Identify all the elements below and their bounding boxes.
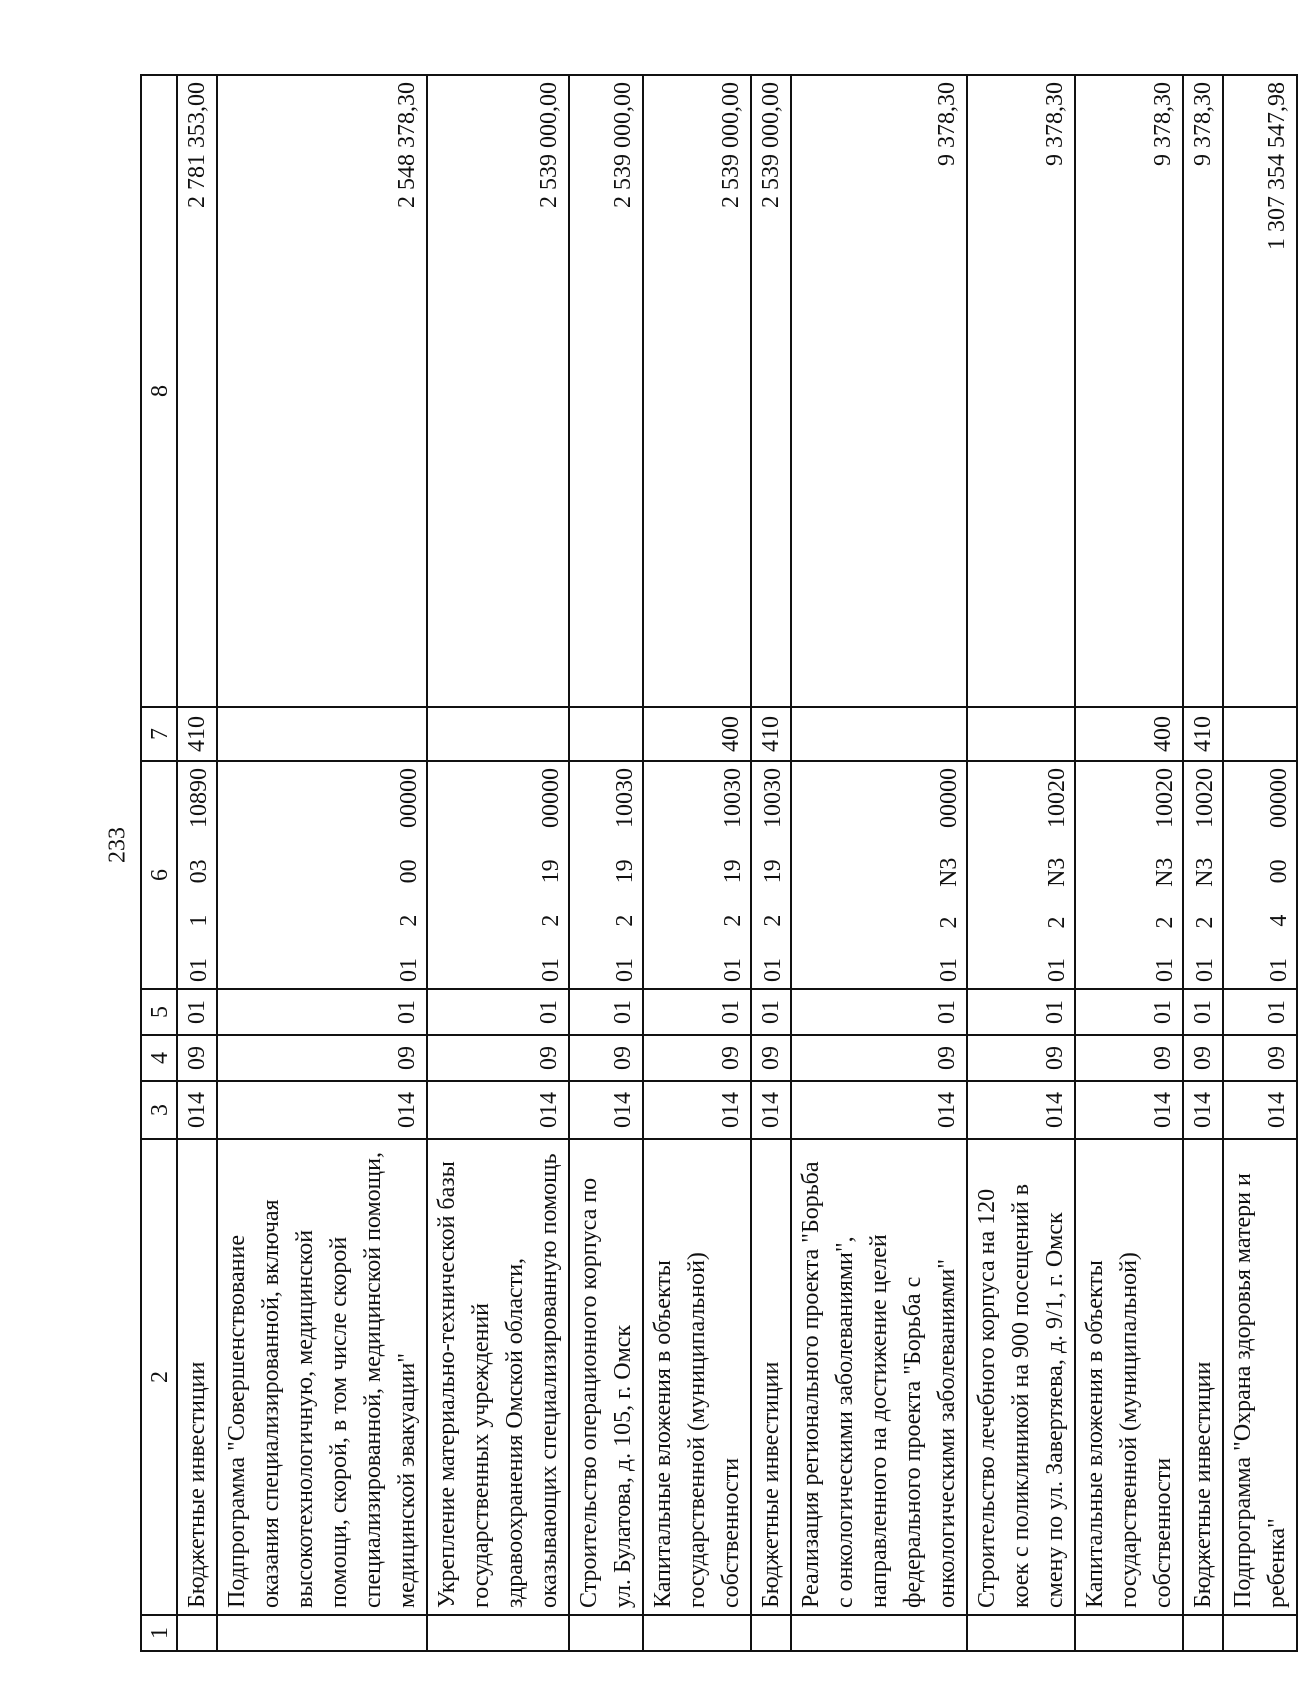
target-article-part: 03 bbox=[186, 859, 212, 884]
target-article-part: 01 bbox=[936, 958, 962, 982]
item-name-cell: Реализация регионального проекта "Борьба с онкологическими заболеваниями", направленного на достижение целей федерального проекта "Борьба с онкологическими заболеваниями" bbox=[791, 1139, 967, 1615]
target-article-part: 2 bbox=[1192, 916, 1218, 929]
target-article-part: 10020 bbox=[1152, 768, 1178, 829]
item-name-cell: Бюджетные инвестиции bbox=[751, 1139, 791, 1615]
target-article-part: 01 bbox=[1152, 958, 1178, 982]
item-name-cell: Бюджетные инвестиции bbox=[177, 1139, 217, 1615]
amount-cell: 9 378,30 bbox=[1075, 75, 1183, 707]
table-row bbox=[217, 75, 427, 1651]
target-article-part: N3 bbox=[1152, 857, 1178, 887]
target-article-part: 10020 bbox=[1192, 768, 1218, 829]
grbs-code-cell: 014 bbox=[1183, 1081, 1223, 1139]
table-row bbox=[1223, 75, 1297, 1651]
table-row bbox=[1075, 75, 1183, 1651]
row-number-cell bbox=[217, 1615, 427, 1651]
expense-type-cell: 410 bbox=[177, 707, 217, 761]
item-name-cell: Капитальные вложения в объекты государственной (муниципальной) собственности bbox=[643, 1139, 751, 1615]
target-article-part: 00000 bbox=[1266, 768, 1292, 829]
amount-cell: 2 548 378,30 bbox=[217, 75, 427, 707]
row-number-cell bbox=[967, 1615, 1075, 1651]
grbs-code-cell: 014 bbox=[791, 1081, 967, 1139]
amount-cell: 2 539 000,00 bbox=[643, 75, 751, 707]
target-article-part: 10030 bbox=[612, 768, 638, 829]
section-code-cell: 09 bbox=[427, 1035, 569, 1081]
section-code-cell: 09 bbox=[751, 1035, 791, 1081]
subsection-code-cell: 01 bbox=[427, 989, 569, 1035]
expense-type-cell: 410 bbox=[1183, 707, 1223, 761]
amount-cell: 9 378,30 bbox=[791, 75, 967, 707]
target-article-part: 01 bbox=[396, 958, 422, 982]
target-article-part: 01 bbox=[720, 958, 746, 982]
grbs-code-cell: 014 bbox=[217, 1081, 427, 1139]
row-number-cell bbox=[1075, 1615, 1183, 1651]
amount-cell: 2 539 000,00 bbox=[569, 75, 643, 707]
section-code-cell: 09 bbox=[1075, 1035, 1183, 1081]
target-article-part: 00 bbox=[1266, 859, 1292, 884]
grbs-code-cell: 014 bbox=[427, 1081, 569, 1139]
header-col-3: 3 bbox=[141, 1081, 177, 1139]
header-col-6: 6 bbox=[141, 761, 177, 989]
target-article-parts bbox=[1262, 768, 1296, 982]
target-article-part: N3 bbox=[1192, 857, 1218, 887]
section-code-cell: 09 bbox=[217, 1035, 427, 1081]
table-body bbox=[177, 75, 1297, 1651]
table-row bbox=[791, 75, 967, 1651]
subsection-code-cell: 01 bbox=[643, 989, 751, 1035]
target-article-part: 01 bbox=[538, 958, 564, 982]
section-code-cell: 09 bbox=[177, 1035, 217, 1081]
section-code-cell: 09 bbox=[791, 1035, 967, 1081]
table-row bbox=[177, 75, 217, 1651]
section-code-cell: 09 bbox=[1183, 1035, 1223, 1081]
target-article-part: 1 bbox=[186, 914, 212, 927]
target-article-cell bbox=[1183, 761, 1223, 989]
amount-cell: 2 781 353,00 bbox=[177, 75, 217, 707]
header-col-1: 1 bbox=[141, 1615, 177, 1651]
target-article-part: 00000 bbox=[538, 768, 564, 829]
target-article-cell bbox=[967, 761, 1075, 989]
target-article-cell bbox=[1223, 761, 1297, 989]
amount-cell: 9 378,30 bbox=[1183, 75, 1223, 707]
subsection-code-cell: 01 bbox=[1075, 989, 1183, 1035]
target-article-part: 2 bbox=[936, 916, 962, 929]
target-article-parts bbox=[1040, 768, 1074, 982]
target-article-part: 2 bbox=[612, 914, 638, 927]
header-col-5: 5 bbox=[141, 989, 177, 1035]
table-row bbox=[643, 75, 751, 1651]
amount-cell: 9 378,30 bbox=[967, 75, 1075, 707]
subsection-code-cell: 01 bbox=[217, 989, 427, 1035]
table-row bbox=[569, 75, 643, 1651]
target-article-parts bbox=[1188, 768, 1222, 982]
subsection-code-cell: 01 bbox=[967, 989, 1075, 1035]
subsection-code-cell: 01 bbox=[1183, 989, 1223, 1035]
expense-type-cell: 400 bbox=[643, 707, 751, 761]
target-article-part: 2 bbox=[760, 914, 786, 927]
target-article-part: 00000 bbox=[396, 768, 422, 829]
subsection-code-cell: 01 bbox=[569, 989, 643, 1035]
grbs-code-cell: 014 bbox=[569, 1081, 643, 1139]
target-article-part: 10030 bbox=[760, 768, 786, 829]
header-col-4: 4 bbox=[141, 1035, 177, 1081]
target-article-part: 2 bbox=[538, 914, 564, 927]
subsection-code-cell: 01 bbox=[751, 989, 791, 1035]
target-article-part: 19 bbox=[760, 859, 786, 884]
target-article-parts bbox=[608, 768, 642, 982]
expense-type-cell bbox=[427, 707, 569, 761]
expense-type-cell bbox=[217, 707, 427, 761]
target-article-cell bbox=[751, 761, 791, 989]
target-article-part: 01 bbox=[186, 958, 212, 982]
target-article-parts bbox=[534, 768, 568, 982]
grbs-code-cell: 014 bbox=[177, 1081, 217, 1139]
target-article-parts bbox=[716, 768, 750, 982]
subsection-code-cell: 01 bbox=[1223, 989, 1297, 1035]
expense-type-cell bbox=[791, 707, 967, 761]
target-article-cell bbox=[427, 761, 569, 989]
item-name-cell: Бюджетные инвестиции bbox=[1183, 1139, 1223, 1615]
row-number-cell bbox=[1183, 1615, 1223, 1651]
table-row bbox=[751, 75, 791, 1651]
target-article-part: 10020 bbox=[1044, 768, 1070, 829]
budget-table bbox=[140, 74, 1298, 1652]
target-article-part: 2 bbox=[1044, 916, 1070, 929]
grbs-code-cell: 014 bbox=[967, 1081, 1075, 1139]
target-article-part: 00000 bbox=[936, 768, 962, 829]
target-article-parts bbox=[1148, 768, 1182, 982]
target-article-part: 2 bbox=[720, 914, 746, 927]
target-article-cell bbox=[217, 761, 427, 989]
target-article-part: N3 bbox=[1044, 857, 1070, 887]
target-article-parts bbox=[932, 768, 966, 982]
target-article-part: 19 bbox=[720, 859, 746, 884]
target-article-parts bbox=[392, 768, 426, 982]
target-article-part: 01 bbox=[1192, 958, 1218, 982]
grbs-code-cell: 014 bbox=[643, 1081, 751, 1139]
section-code-cell: 09 bbox=[643, 1035, 751, 1081]
grbs-code-cell: 014 bbox=[1223, 1081, 1297, 1139]
amount-cell: 1 307 354 547,98 bbox=[1223, 75, 1297, 707]
header-col-2: 2 bbox=[141, 1139, 177, 1615]
grbs-code-cell: 014 bbox=[751, 1081, 791, 1139]
table-row bbox=[1183, 75, 1223, 1651]
target-article-part: 4 bbox=[1266, 914, 1292, 927]
item-name-cell: Укрепление материально-технической базы государственных учреждений здравоохранения Омской области, оказывающих специализированную помощь bbox=[427, 1139, 569, 1615]
target-article-cell bbox=[569, 761, 643, 989]
row-number-cell bbox=[427, 1615, 569, 1651]
section-code-cell: 09 bbox=[569, 1035, 643, 1081]
item-name-cell: Подпрограмма "Охрана здоровья матери и ребенка" bbox=[1223, 1139, 1297, 1615]
target-article-parts bbox=[756, 768, 790, 982]
target-article-part: 19 bbox=[612, 859, 638, 884]
expense-type-cell bbox=[569, 707, 643, 761]
expense-type-cell bbox=[967, 707, 1075, 761]
target-article-part: 2 bbox=[396, 914, 422, 927]
row-number-cell bbox=[177, 1615, 217, 1651]
item-name-cell: Капитальные вложения в объекты государственной (муниципальной) собственности bbox=[1075, 1139, 1183, 1615]
expense-type-cell bbox=[1223, 707, 1297, 761]
subsection-code-cell: 01 bbox=[177, 989, 217, 1035]
target-article-cell bbox=[791, 761, 967, 989]
expense-type-cell: 410 bbox=[751, 707, 791, 761]
target-article-part: 19 bbox=[538, 859, 564, 884]
row-number-cell bbox=[1223, 1615, 1297, 1651]
header-col-8: 8 bbox=[141, 75, 177, 707]
target-article-part: 2 bbox=[1152, 916, 1178, 929]
grbs-code-cell: 014 bbox=[1075, 1081, 1183, 1139]
target-article-part: 00 bbox=[396, 859, 422, 884]
target-article-part: 01 bbox=[612, 958, 638, 982]
target-article-part: 01 bbox=[1266, 958, 1292, 982]
row-number-cell bbox=[569, 1615, 643, 1651]
table-row bbox=[427, 75, 569, 1651]
subsection-code-cell: 01 bbox=[791, 989, 967, 1035]
target-article-parts bbox=[182, 768, 216, 982]
target-article-cell bbox=[1075, 761, 1183, 989]
amount-cell: 2 539 000,00 bbox=[427, 75, 569, 707]
target-article-part: N3 bbox=[936, 857, 962, 887]
table-row bbox=[967, 75, 1075, 1651]
expense-type-cell: 400 bbox=[1075, 707, 1183, 761]
row-number-cell bbox=[643, 1615, 751, 1651]
target-article-part: 01 bbox=[1044, 958, 1070, 982]
row-number-cell bbox=[751, 1615, 791, 1651]
section-code-cell: 09 bbox=[967, 1035, 1075, 1081]
header-row bbox=[141, 75, 177, 1651]
row-number-cell bbox=[791, 1615, 967, 1651]
item-name-cell: Строительство лечебного корпуса на 120 коек с поликлиникой на 900 посещений в смену по ул. Завертяева, д. 9/1, г. Омск bbox=[967, 1139, 1075, 1615]
target-article-part: 01 bbox=[760, 958, 786, 982]
target-article-cell bbox=[177, 761, 217, 989]
item-name-cell: Подпрограмма "Совершенствование оказания специализированной, включая высокотехнологичную, медицинской помощи, скорой, в том числе скорой специализированной, медицинской помощи, медицинской эвакуации" bbox=[217, 1139, 427, 1615]
target-article-part: 10030 bbox=[720, 768, 746, 829]
amount-cell: 2 539 000,00 bbox=[751, 75, 791, 707]
item-name-cell: Строительство операционного корпуса по ул. Булатова, д. 105, г. Омск bbox=[569, 1139, 643, 1615]
section-code-cell: 09 bbox=[1223, 1035, 1297, 1081]
header-col-7: 7 bbox=[141, 707, 177, 761]
target-article-cell bbox=[643, 761, 751, 989]
rotated-table-container bbox=[140, 76, 1292, 1652]
page-number: 233 bbox=[104, 827, 131, 863]
target-article-part: 10890 bbox=[186, 768, 212, 829]
